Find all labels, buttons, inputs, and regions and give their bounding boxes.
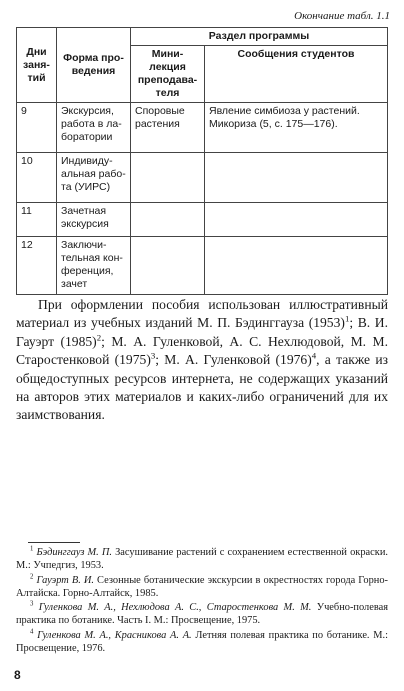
cell-lecture: Споровые растения bbox=[131, 103, 205, 153]
table-row bbox=[17, 103, 388, 153]
footnote-text: Летняя полевая практика по ботанике. М.: Просвещение, 1976. bbox=[16, 629, 388, 655]
footnotes bbox=[16, 546, 388, 656]
para-text: При оформлении пособия использован иллюстративный материал из учебных изданий М. П. Бэдинггауза (1953) bbox=[16, 297, 388, 331]
footnote bbox=[16, 574, 388, 601]
cell-lecture bbox=[131, 237, 205, 295]
para-text: , а также из общедоступных ресурсов интернета, не содержащих указаний на авторов этих материалов и каких-либо ограничений для их заимствования. bbox=[16, 352, 388, 423]
footnote-number: 1 bbox=[30, 545, 34, 553]
footnote-text: Засушивание растений с сохранением естественной окраски. М.: Учпедгиз, 1953. bbox=[16, 547, 388, 572]
cell-num: 9 bbox=[17, 103, 57, 153]
footnote bbox=[16, 629, 388, 656]
header-form: Форма про-ведения bbox=[57, 28, 131, 103]
footnote bbox=[16, 546, 388, 573]
cell-lecture bbox=[131, 203, 205, 237]
footnote-author: Бэдинггауз М. П. bbox=[36, 547, 112, 558]
footnote-number: 2 bbox=[30, 573, 34, 581]
cell-messages: Явление симбиоза у растений. Микориза (5, с. 175—176). bbox=[205, 103, 388, 153]
para-text: ; М. А. Гуленковой, А. С. Нехлюдовой, М. М. Старостенковой (1975) bbox=[16, 333, 388, 368]
cell-num: 10 bbox=[17, 153, 57, 203]
cell-form: Экскурсия, работа в ла-боратории bbox=[57, 103, 131, 153]
header-lecture: Мини-лекция преподава-теля bbox=[131, 46, 205, 103]
cell-num: 12 bbox=[17, 237, 57, 295]
cell-num: 11 bbox=[17, 203, 57, 237]
para-text: ; М. А. Гуленковой (1976) bbox=[155, 352, 312, 368]
program-table bbox=[16, 27, 388, 295]
footnote-text: Учебно-полевая практика по ботанике. Часть I. М.: Просвещение, 1975. bbox=[16, 602, 388, 627]
footnote-number: 4 bbox=[30, 628, 34, 636]
footnote-author: Гауэрт В. И. bbox=[36, 574, 94, 586]
cell-messages bbox=[205, 237, 388, 295]
header-section: Раздел программы bbox=[131, 28, 388, 46]
table-row bbox=[17, 203, 388, 237]
table-caption: Окончание табл. 1.1 bbox=[294, 10, 390, 22]
footnote-ref: 2 bbox=[96, 332, 102, 343]
cell-form: Зачетная экскурсия bbox=[57, 203, 131, 237]
cell-messages bbox=[205, 203, 388, 237]
table-row bbox=[17, 153, 388, 203]
body-paragraph bbox=[16, 296, 388, 425]
cell-form: Заключи-тельная кон-ференция, зачет bbox=[57, 237, 131, 295]
header-days: Дни заня-тий bbox=[17, 28, 57, 103]
footnote-text: Сезонные ботанические экскурсии в окрестностях города Горно-Алтайска. Горно-Алтайск, 1985. bbox=[16, 574, 388, 599]
cell-lecture bbox=[131, 153, 205, 203]
footnote bbox=[16, 601, 388, 628]
cell-messages bbox=[205, 153, 388, 203]
table-row bbox=[17, 237, 388, 295]
page-number: 8 bbox=[14, 668, 21, 682]
para-text: ; В. И. Гауэрт (1985) bbox=[16, 315, 388, 349]
footnote-divider bbox=[28, 542, 80, 543]
footnote-author: Гуленкова М. А., Красникова А. А. bbox=[37, 629, 192, 641]
cell-form: Индивиду-альная рабо-та (УИРС) bbox=[57, 153, 131, 203]
footnote-ref: 1 bbox=[344, 313, 350, 324]
footnote-author: Гуленкова М. А., Нехлюдова А. С., Старостенкова М. М. bbox=[38, 602, 312, 614]
footnote-number: 3 bbox=[30, 600, 34, 608]
footnote-ref: 3 bbox=[150, 350, 156, 361]
footnote-ref: 4 bbox=[311, 350, 317, 361]
header-messages: Сообщения студентов bbox=[205, 46, 388, 103]
